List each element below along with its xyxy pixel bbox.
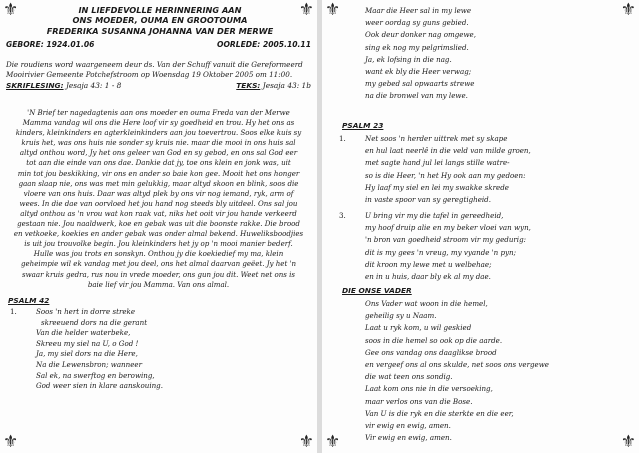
letter-line: gestaan nie. Jou naaldwerk, koe en gebak was uit die boonste rakke. Die brood (17, 219, 300, 229)
letter-line: gaan slaap nie, ons was met min gelukkig, maar altyd skoon en blink, soos die (18, 178, 299, 188)
letter-line: kinders, kleinkinders en agterkleinkinders aan jou toevertrou. Soos elke kuis sy (15, 128, 302, 138)
verse-line: Ja, ek lofsing in die nag. (365, 54, 452, 64)
verse-line: en in u huis, daar bly ek al my dae. (365, 272, 491, 282)
verse-line: U bring vir my die tafel in gereedheid, (365, 211, 504, 220)
prayer-line: Laat u ryk kom, u wil geskied (365, 323, 472, 333)
prayer-line: soos in die hemel so ook op die aarde. (365, 335, 503, 345)
psalm-42-verse (10, 307, 163, 392)
verse-line: Na die Lewensbron; wanneer (36, 359, 142, 369)
scripture-reading-label: SKRIFLESING: (6, 81, 64, 90)
verse-line: Soos 'n hert in dorre streke (36, 307, 136, 316)
verse-line: na die bronwel van my lewe. (365, 91, 468, 101)
scripture-reading-value: Jesaja 43: 1 - 8 (65, 81, 122, 90)
verse-line: dit kroon my lewe met u welbehae; (365, 259, 492, 269)
fleur-de-lis-icon: ⚜ (325, 432, 341, 452)
letter-line: altyd onthou as 'n vrou wat kon raak vat, niks het ooit vir jou hande verkeerd (20, 208, 297, 218)
verse-number: 1. (10, 307, 17, 316)
verse-line: en hul laat neerlê in die veld van milde groen, (365, 146, 531, 156)
fleur-de-lis-icon: ⚜ (325, 0, 341, 20)
service-info-line: Mooirivier Gemeente Potchefstroom op Woensdag 19 Oktober 2005 om 11:00. (6, 69, 293, 79)
dates-row (6, 40, 311, 49)
verse-line: my hoof druip alie en my beker vloei van wyn, (365, 223, 531, 233)
sermon-text-value: Jesaja 43: 1b (262, 81, 311, 90)
verse-line: Van die helder waterbeke, (36, 328, 131, 338)
sermon-text (236, 81, 311, 90)
verse-line: God weer sien in klare aanskouing. (36, 381, 163, 391)
verse-line: Ja, my siel dors na die Here, (36, 349, 138, 359)
service-info (6, 60, 311, 79)
prayer-line: Ons Vader wat woon in die hemel, (365, 299, 488, 308)
letter-line: wees. In die dae van oorvloed het jou hand nog steeds bly uitdeel. Ons sal jou (19, 198, 298, 208)
verse-number: 3. (339, 211, 346, 220)
left-page (0, 0, 317, 453)
prayer-line: en vergeef ons al ons skulde, net soos ons vergewe (365, 360, 549, 370)
verse-line: dit is my gees 'n vreug, my vyande 'n pyn; (365, 247, 516, 257)
letter-line: Hulle was jou trots en sonskyn. Onthou jy die koekiedief my ma, klein (33, 249, 284, 259)
verse-line: met sagte hand jul lei langs stille watre- (365, 158, 510, 168)
header-line: IN LIEFDEVOLLE HERINNERING AAN (78, 5, 242, 15)
reading-row (6, 81, 311, 90)
verse-line: Sal ek, na swerftog en berowing, (36, 370, 155, 380)
letter-line: en vetkoeke, koekies en ander gebak was onder almal bekend. Huweliksboodjies (13, 229, 304, 239)
sermon-text-label: TEKS: (236, 81, 261, 90)
verse-line: sing ek nog my pelgrimslied. (365, 42, 469, 52)
header-line: FREDERIKA SUSANNA JOHANNA VAN DER MERWE (46, 25, 274, 36)
right-page (322, 0, 639, 453)
letter-line: swaar kruis gedra, rus nou in vrede moeder, ons gun jou dit. Weet net ons is (22, 269, 295, 279)
verse-line: skreeuend dors na die gerant (41, 317, 148, 327)
prayer-line: die wat teen ons sondig. (365, 372, 453, 382)
lords-prayer (365, 298, 549, 444)
lords-prayer-title: DIE ONSE VADER (342, 286, 412, 295)
letter-line: min tot jou beskikking, vir ons en ander so baie kon gee. Mooit het ons honger (17, 168, 300, 178)
prayer-line: geheilig sy u Naam. (365, 311, 437, 321)
death-date: OORLEDE: 2005.10.11 (217, 40, 311, 49)
birth-date: GEBORE: 1924.01.06 (6, 40, 95, 49)
letter-line: tot aan die einde van ons dae. Dankie dat jy, toe ons klein en jonk was, uit (26, 158, 291, 168)
verse-line: Hy laaf my siel en lei my swakke skrede (365, 182, 509, 192)
letter-line: is uit jou trouvolke begin. Jou kleinkinders het jy op 'n mooi manier bederf. (24, 239, 293, 249)
prayer-line: maar verlos ons van die Bose. (365, 396, 473, 406)
psalm-42-title: PSALM 42 (8, 296, 50, 305)
prayer-line: Van U is die ryk en die sterkte en die eer, (365, 408, 514, 418)
letter-line: vloere van ons huis. Daar was altyd plek by ons vir nog iemand, ryk, arm of (23, 188, 294, 198)
verse-number: 1. (339, 134, 346, 143)
psalm-42-continuation (365, 5, 476, 103)
fleur-de-lis-icon: ⚜ (298, 432, 314, 452)
letter-line: 'N Brief ter nagedagtenis aan ons moeder en ouma Freda van der Merwe (27, 108, 290, 117)
verse-line: Maar die Heer sal in my lewe (365, 6, 472, 15)
prayer-line: Vir ewig en ewig, amen. (365, 433, 452, 443)
prayer-line: vir ewig en ewig, amen. (365, 421, 451, 431)
verse-line: my gebed sal opwaarts strewe (365, 79, 475, 89)
verse-line: so is die Heer, 'n het Hy ook aan my gedoen: (365, 170, 526, 180)
letter-line: altyd onthou word, Jy het ons geleer van God en sy gebod, en ons sal God eer (19, 148, 298, 158)
psalm-23-verse-3 (339, 210, 531, 283)
verse-line: Skreeu my siel na U, o God ! (36, 338, 139, 348)
letter-line: baie lief vir jou Mamma. Van ons almal. (87, 279, 230, 289)
fleur-de-lis-icon: ⚜ (620, 0, 636, 20)
verse-line: in vaste spoor van sy geregtigheid. (365, 195, 491, 205)
fleur-de-lis-icon: ⚜ (298, 0, 314, 20)
verse-line: Net soos 'n herder uittrek met sy skape (365, 134, 508, 143)
verse-line: weer oordag sy guns gebied. (365, 18, 469, 28)
psalm-23-title: PSALM 23 (342, 121, 384, 130)
verse-line: 'n bron van goedheid stroom vir my gedurig: (365, 235, 526, 245)
fleur-de-lis-icon: ⚜ (620, 432, 636, 452)
verse-line: want ek bly die Heer verwag; (365, 67, 472, 77)
prayer-line: Laat kom ons nie in die versoeking, (365, 384, 493, 394)
letter-line: Mamma vandag wil ons die Here loof vir sy goedheid en trou. Hy het ons as (22, 118, 295, 128)
scripture-reading (6, 81, 121, 90)
service-info-line: Die roudiens word waargeneem deur ds. Van der Schuff vanuit die Gereformeerd (6, 60, 303, 69)
header-line: ONS MOEDER, OUMA EN GROOTOUMA (72, 15, 248, 26)
verse-line: Ook deur donker nag omgewe, (365, 30, 476, 40)
letter-line: kruis het, was ons huis nie sonder sy kruis nie. maar die mooi in ons huis sal (21, 138, 296, 148)
letter-line: geheimpie wil ek vandag met jou deel, ons het almal daarvan geëet. Jy het 'n (21, 259, 296, 269)
prayer-line: Gee ons vandag ons daaglikse brood (365, 347, 497, 357)
psalm-23-verse-1 (339, 133, 531, 206)
memorial-letter (12, 108, 305, 290)
fleur-de-lis-icon: ⚜ (3, 432, 19, 452)
memorial-header (22, 5, 298, 36)
fleur-de-lis-icon: ⚜ (3, 0, 19, 20)
